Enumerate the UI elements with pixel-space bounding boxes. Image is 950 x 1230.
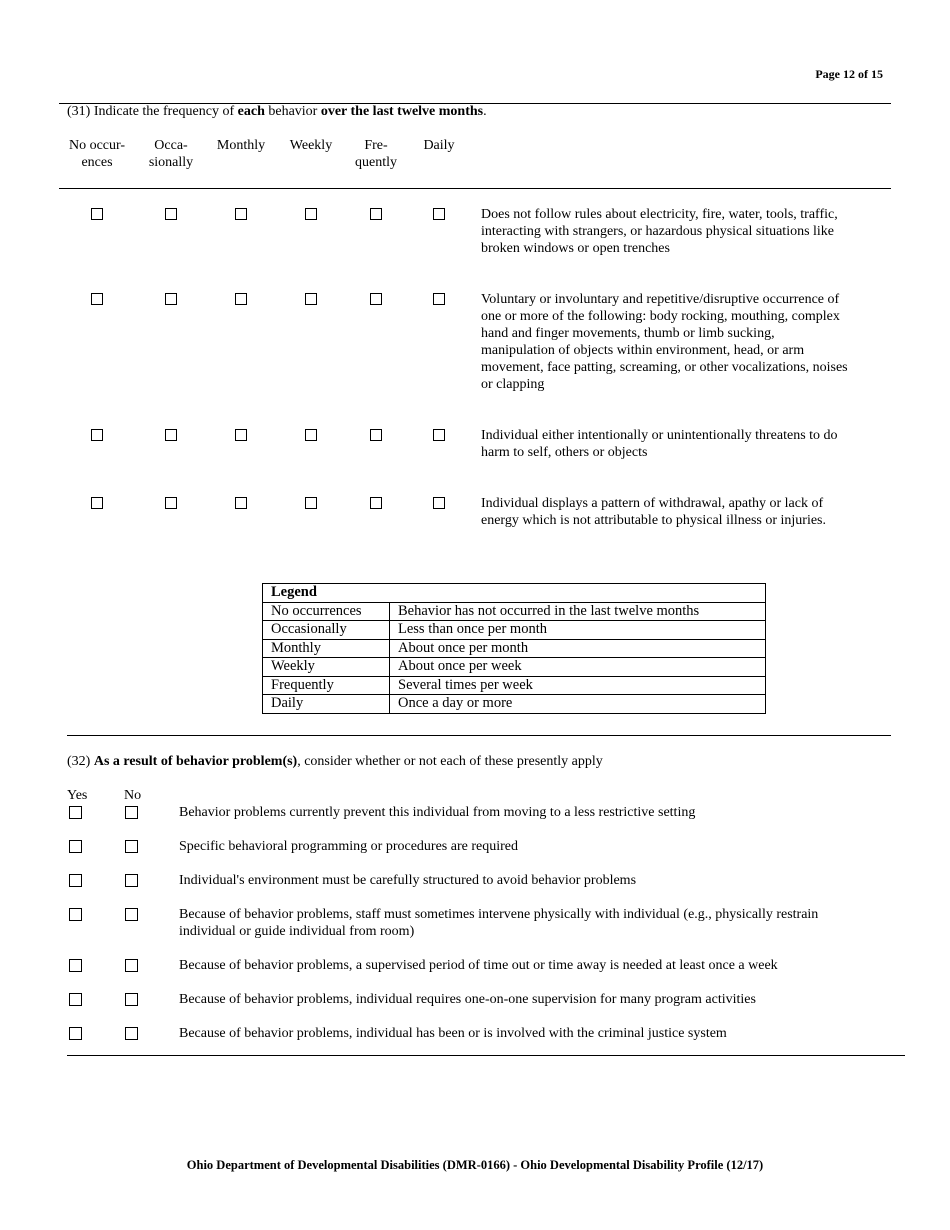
header-rule [59, 188, 891, 189]
legend-definition: About once per month [390, 639, 766, 658]
legend-table [262, 583, 766, 714]
legend-row [263, 658, 766, 677]
q32-prefix: (32) [67, 754, 94, 769]
statement6-yes-checkbox[interactable] [69, 993, 82, 1006]
row2-occasionally-checkbox[interactable] [165, 293, 177, 305]
q31-emphasis-each: each [237, 104, 265, 119]
col-header-frequently: Fre- quently [355, 138, 397, 170]
col-header-weekly: Weekly [289, 138, 333, 153]
legend-title-row [263, 584, 766, 603]
legend-definition: About once per week [390, 658, 766, 677]
row3-frequently-checkbox[interactable] [370, 429, 382, 441]
statement-4: Because of behavior problems, staff must sometimes intervene physically with individual (e.g., physically restrain individual or guide individual from room) [179, 907, 819, 939]
statement4-yes-checkbox[interactable] [69, 908, 82, 921]
statement5-no-checkbox[interactable] [125, 959, 138, 972]
row3-occasionally-checkbox[interactable] [165, 429, 177, 441]
statement-2: Specific behavioral programming or procedures are required [179, 839, 518, 854]
question-31-heading [67, 104, 487, 120]
statement2-no-checkbox[interactable] [125, 840, 138, 853]
legend-definition: Behavior has not occurred in the last twelve months [390, 602, 766, 621]
row2-no-occurrences-checkbox[interactable] [91, 293, 103, 305]
row3-monthly-checkbox[interactable] [235, 429, 247, 441]
statement4-no-checkbox[interactable] [125, 908, 138, 921]
statement1-no-checkbox[interactable] [125, 806, 138, 819]
behavior-description-4: Individual displays a pattern of withdrawal, apathy or lack of energy which is not attributable to physical illness or injuries. [481, 496, 827, 528]
page-number: Page 12 of 15 [815, 67, 883, 81]
legend-term: Occasionally [263, 621, 390, 640]
row1-occasionally-checkbox[interactable] [165, 208, 177, 220]
section-bottom-rule [67, 1055, 905, 1056]
legend-term: Monthly [263, 639, 390, 658]
row2-weekly-checkbox[interactable] [305, 293, 317, 305]
page-footer: Ohio Department of Developmental Disabilities (DMR-0166) - Ohio Developmental Disability Profile (12/17) [186, 1158, 764, 1172]
statement3-yes-checkbox[interactable] [69, 874, 82, 887]
col-header-no-occurrences: No occur- ences [68, 138, 126, 170]
section-divider [67, 735, 891, 736]
legend-term: Daily [263, 695, 390, 714]
behavior-description-1: Does not follow rules about electricity, fire, water, tools, traffic, interacting with strangers, or hazardous physical situations like broken windows or open trenches [481, 207, 838, 256]
col-header-monthly: Monthly [216, 138, 266, 153]
legend-definition: Less than once per month [390, 621, 766, 640]
row2-monthly-checkbox[interactable] [235, 293, 247, 305]
row4-frequently-checkbox[interactable] [370, 497, 382, 509]
yes-column-label: Yes [67, 788, 88, 803]
q32-emphasis: As a result of behavior problem(s) [93, 754, 298, 769]
statement3-no-checkbox[interactable] [125, 874, 138, 887]
behavior-description-2: Voluntary or involuntary and repetitive/disruptive occurrence of one or more of the following: body rocking, mouthing, complex hand and finger movements, thumb or limb sucking, manipulation of objects within environment, head, or arm movement, face patting, screaming, or other vocalizations, noises or clapping [481, 292, 848, 392]
row1-frequently-checkbox[interactable] [370, 208, 382, 220]
row1-weekly-checkbox[interactable] [305, 208, 317, 220]
statement1-yes-checkbox[interactable] [69, 806, 82, 819]
row3-weekly-checkbox[interactable] [305, 429, 317, 441]
row1-no-occurrences-checkbox[interactable] [91, 208, 103, 220]
statement6-no-checkbox[interactable] [125, 993, 138, 1006]
row1-daily-checkbox[interactable] [433, 208, 445, 220]
row3-daily-checkbox[interactable] [433, 429, 445, 441]
row4-monthly-checkbox[interactable] [235, 497, 247, 509]
statement5-yes-checkbox[interactable] [69, 959, 82, 972]
statement-1: Behavior problems currently prevent this individual from moving to a less restrictive setting [179, 805, 696, 820]
statement-6: Because of behavior problems, individual requires one-on-one supervision for many program activities [179, 992, 756, 1007]
legend-term: No occurrences [263, 602, 390, 621]
row2-daily-checkbox[interactable] [433, 293, 445, 305]
statement-3: Individual's environment must be carefully structured to avoid behavior problems [179, 873, 637, 888]
legend-row [263, 676, 766, 695]
statement2-yes-checkbox[interactable] [69, 840, 82, 853]
row4-daily-checkbox[interactable] [433, 497, 445, 509]
col-header-occasionally: Occa- sionally [148, 138, 194, 170]
behavior-description-3: Individual either intentionally or unintentionally threatens to do harm to self, others or objects [481, 428, 838, 460]
row4-occasionally-checkbox[interactable] [165, 497, 177, 509]
legend-row [263, 639, 766, 658]
q31-suffix: . [483, 104, 487, 119]
legend-row [263, 695, 766, 714]
q31-prefix: (31) Indicate the frequency of [67, 104, 238, 119]
legend-row [263, 621, 766, 640]
row3-no-occurrences-checkbox[interactable] [91, 429, 103, 441]
q31-emphasis-period: over the last twelve months [320, 104, 484, 119]
legend-title: Legend [263, 584, 766, 603]
legend-term: Frequently [263, 676, 390, 695]
row1-monthly-checkbox[interactable] [235, 208, 247, 220]
row4-weekly-checkbox[interactable] [305, 497, 317, 509]
question-32-heading [67, 754, 603, 770]
row4-no-occurrences-checkbox[interactable] [91, 497, 103, 509]
q31-mid: behavior [264, 104, 321, 119]
statement7-yes-checkbox[interactable] [69, 1027, 82, 1040]
q32-suffix: , consider whether or not each of these presently apply [297, 754, 603, 769]
legend-definition: Several times per week [390, 676, 766, 695]
legend-term: Weekly [263, 658, 390, 677]
legend-definition: Once a day or more [390, 695, 766, 714]
statement-7: Because of behavior problems, individual has been or is involved with the criminal justice system [179, 1026, 727, 1041]
statement7-no-checkbox[interactable] [125, 1027, 138, 1040]
row2-frequently-checkbox[interactable] [370, 293, 382, 305]
no-column-label: No [124, 788, 142, 803]
col-header-daily: Daily [423, 138, 455, 153]
legend-row [263, 602, 766, 621]
statement-5: Because of behavior problems, a supervised period of time out or time away is needed at least once a week [179, 958, 778, 973]
